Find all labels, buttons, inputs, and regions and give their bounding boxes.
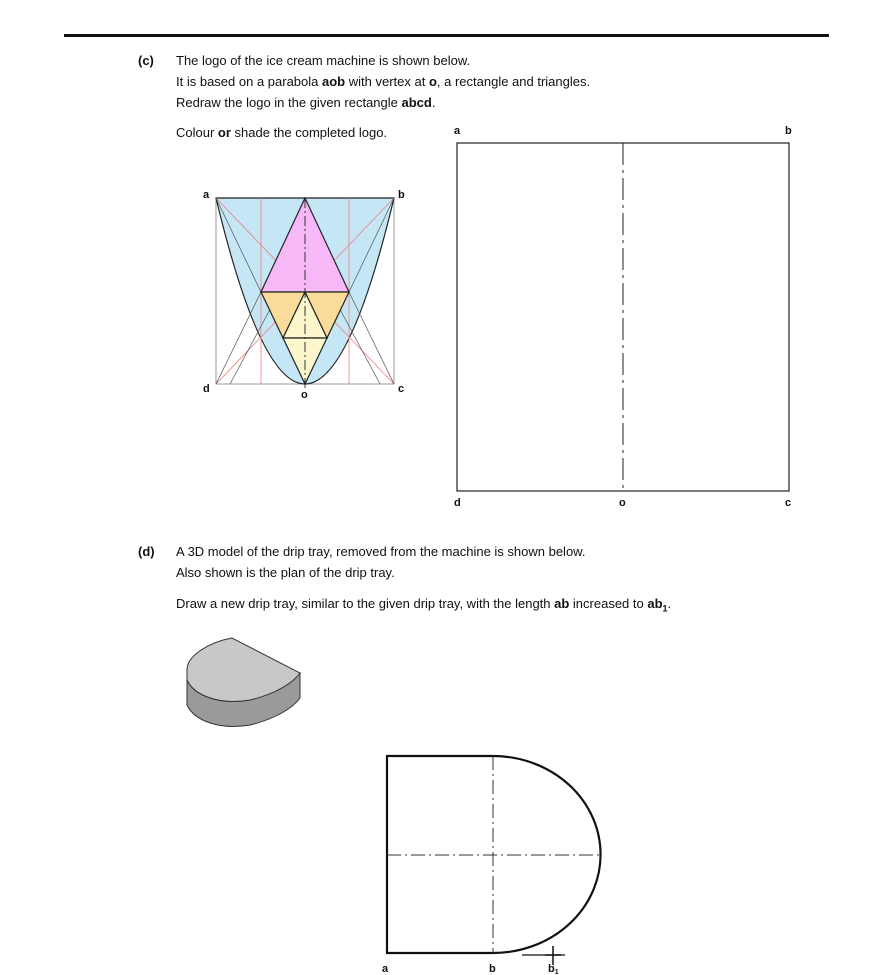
rect-label-o: o bbox=[619, 497, 626, 509]
plan-label-b: b bbox=[489, 963, 496, 975]
logo-label-c: c bbox=[398, 383, 405, 395]
d-line-1: A 3D model of the drip tray, removed from the machine is shown below. bbox=[176, 544, 586, 559]
plan-label-a: a bbox=[382, 963, 389, 975]
rect-label-b: b bbox=[785, 125, 792, 137]
d-line-2: Also shown is the plan of the drip tray. bbox=[176, 565, 395, 580]
c-line-1: The logo of the ice cream machine is shown below. bbox=[176, 53, 471, 68]
logo-label-a: a bbox=[203, 189, 210, 201]
question-d-label: (d) bbox=[138, 544, 155, 559]
d-line-3: Draw a new drip tray, similar to the given drip tray, with the length ab increased to $ab_1$. bbox=[176, 596, 672, 614]
drip-tray-plan bbox=[382, 756, 601, 975]
rect-label-d: d bbox=[454, 497, 461, 509]
logo-label-o: o bbox=[301, 389, 308, 401]
answer-rectangle bbox=[454, 125, 792, 509]
logo-label-d: d bbox=[203, 383, 210, 395]
logo-label-b: b bbox=[398, 189, 405, 201]
c-line-3: Redraw the logo in the given rectangle abcd. bbox=[176, 95, 436, 110]
question-c-label: (c) bbox=[138, 53, 154, 68]
plan-label-b1: b1 bbox=[548, 963, 559, 975]
rect-label-c: c bbox=[785, 497, 792, 509]
drip-tray-3d-model bbox=[187, 638, 300, 726]
c-line-2: It is based on a parabola aob with vertex at o, a rectangle and triangles. bbox=[176, 74, 591, 89]
ice-cream-logo bbox=[203, 189, 405, 401]
c-line-4: Colour or shade the completed logo. bbox=[176, 125, 388, 140]
rect-label-a: a bbox=[454, 125, 461, 137]
